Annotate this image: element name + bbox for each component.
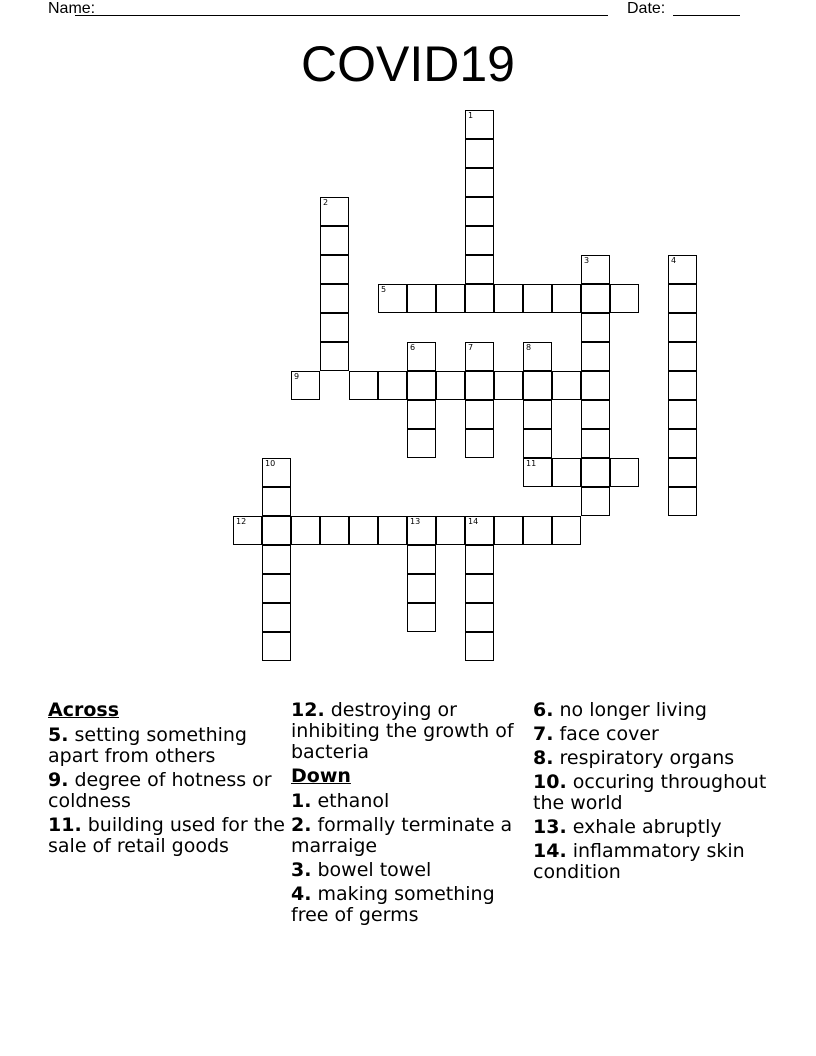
clue-down-7 <box>533 724 773 745</box>
clue-across-12 <box>291 700 531 763</box>
crossword-cell[interactable] <box>291 371 320 400</box>
crossword-cell[interactable] <box>407 603 436 632</box>
cell-number: 7 <box>468 343 474 352</box>
crossword-cell[interactable] <box>523 371 552 400</box>
crossword-cell[interactable] <box>581 255 610 284</box>
crossword-cell[interactable] <box>320 284 349 313</box>
crossword-cell[interactable] <box>668 429 697 458</box>
crossword-cell[interactable] <box>581 371 610 400</box>
crossword-cell[interactable] <box>262 574 291 603</box>
cell-number: 8 <box>526 343 532 352</box>
crossword-cell[interactable] <box>262 516 291 545</box>
crossword-cell[interactable] <box>262 487 291 516</box>
crossword-cell[interactable] <box>320 342 349 371</box>
cell-number: 11 <box>526 459 537 468</box>
clue-text: face cover <box>553 723 659 745</box>
clue-text: destroying or inhibiting the growth of bacteria <box>291 699 514 763</box>
crossword-cell[interactable] <box>494 284 523 313</box>
clue-text: bowel towel <box>311 859 432 881</box>
clue-down-2 <box>291 815 531 857</box>
crossword-cell[interactable] <box>378 284 407 313</box>
clue-across-9 <box>48 770 288 812</box>
crossword-cell[interactable] <box>465 371 494 400</box>
crossword-cell[interactable] <box>407 371 436 400</box>
crossword-cell[interactable] <box>523 400 552 429</box>
clue-text: making something free of germs <box>291 883 495 926</box>
cell-number: 13 <box>410 517 421 526</box>
crossword-cell[interactable] <box>523 429 552 458</box>
puzzle-title: COVID19 <box>301 36 515 92</box>
crossword-cell[interactable] <box>262 458 291 487</box>
crossword-cell[interactable] <box>320 226 349 255</box>
crossword-cell[interactable] <box>465 574 494 603</box>
crossword-cell[interactable] <box>581 487 610 516</box>
crossword-cell[interactable] <box>349 516 378 545</box>
crossword-cell[interactable] <box>465 284 494 313</box>
clue-text: building used for the sale of retail goods <box>48 814 285 857</box>
clue-down-10 <box>533 772 773 814</box>
clue-down-4 <box>291 884 531 926</box>
clue-column-2 <box>291 700 531 929</box>
clue-down-3 <box>291 860 531 881</box>
crossword-cell[interactable] <box>320 313 349 342</box>
crossword-cell[interactable] <box>668 284 697 313</box>
date-label: Date: <box>627 0 666 17</box>
crossword-cell[interactable] <box>465 168 494 197</box>
crossword-cell[interactable] <box>407 400 436 429</box>
cell-number: 10 <box>265 459 276 468</box>
crossword-cell[interactable] <box>668 458 697 487</box>
crossword-cell[interactable] <box>262 545 291 574</box>
crossword-cell[interactable] <box>523 458 552 487</box>
crossword-cell[interactable] <box>552 458 581 487</box>
cell-number: 14 <box>468 517 479 526</box>
clue-across-5 <box>48 725 288 767</box>
crossword-cell[interactable] <box>494 516 523 545</box>
clue-number: 11. <box>48 814 82 836</box>
clue-number: 2. <box>291 814 312 836</box>
clue-number: 10. <box>533 771 567 793</box>
down-heading: Down <box>291 765 351 787</box>
clue-text: formally terminate a marraige <box>291 814 513 857</box>
cell-number: 12 <box>236 517 247 526</box>
crossword-cell[interactable] <box>581 342 610 371</box>
cell-number: 1 <box>468 111 474 120</box>
clue-column-3 <box>533 700 773 886</box>
clue-number: 7. <box>533 723 554 745</box>
crossword-cell[interactable] <box>465 197 494 226</box>
crossword-cell[interactable] <box>233 516 262 545</box>
crossword-cell[interactable] <box>610 284 639 313</box>
clue-number: 5. <box>48 724 69 746</box>
clue-text: setting something apart from others <box>48 724 247 767</box>
crossword-cell[interactable] <box>436 516 465 545</box>
clue-text: exhale abruptly <box>566 816 722 838</box>
across-heading: Across <box>48 699 120 721</box>
crossword-cell[interactable] <box>320 516 349 545</box>
crossword-cell[interactable] <box>494 371 523 400</box>
clue-number: 3. <box>291 859 312 881</box>
clue-text: degree of hotness or coldness <box>48 769 272 812</box>
cell-number: 6 <box>410 343 416 352</box>
crossword-cell[interactable] <box>378 371 407 400</box>
clue-number: 6. <box>533 699 554 721</box>
clue-text: no longer living <box>553 699 707 721</box>
crossword-cell[interactable] <box>465 632 494 661</box>
crossword-cell[interactable] <box>668 255 697 284</box>
crossword-cell[interactable] <box>436 284 465 313</box>
crossword-cell[interactable] <box>262 603 291 632</box>
clue-number: 1. <box>291 790 312 812</box>
name-label: Name: <box>48 0 96 17</box>
cell-number: 9 <box>294 372 300 381</box>
crossword-cell[interactable] <box>465 603 494 632</box>
cell-number: 3 <box>584 256 590 265</box>
crossword-cell[interactable] <box>552 284 581 313</box>
crossword-cell[interactable] <box>581 313 610 342</box>
crossword-cell[interactable] <box>581 284 610 313</box>
clue-number: 12. <box>291 699 325 721</box>
crossword-cell[interactable] <box>668 487 697 516</box>
cell-number: 5 <box>381 285 387 294</box>
clue-number: 4. <box>291 883 312 905</box>
clue-down-8 <box>533 748 773 769</box>
clue-text: occuring throughout the world <box>533 771 767 814</box>
crossword-cell[interactable] <box>465 255 494 284</box>
crossword-cell[interactable] <box>262 632 291 661</box>
crossword-cell[interactable] <box>436 371 465 400</box>
clue-text: inflammatory skin condition <box>533 840 745 883</box>
clue-text: ethanol <box>311 790 390 812</box>
crossword-cell[interactable] <box>668 313 697 342</box>
crossword-cell[interactable] <box>320 197 349 226</box>
clue-number: 9. <box>48 769 69 791</box>
crossword-cell[interactable] <box>320 255 349 284</box>
cell-number: 4 <box>671 256 677 265</box>
crossword-cell[interactable] <box>523 284 552 313</box>
crossword-cell[interactable] <box>465 226 494 255</box>
crossword-cell[interactable] <box>465 545 494 574</box>
crossword-cell[interactable] <box>407 429 436 458</box>
crossword-cell[interactable] <box>407 342 436 371</box>
crossword-cell[interactable] <box>465 139 494 168</box>
clue-number: 13. <box>533 816 567 838</box>
cell-number: 2 <box>323 198 329 207</box>
crossword-cell[interactable] <box>465 400 494 429</box>
clue-down-1 <box>291 791 531 812</box>
crossword-cell[interactable] <box>465 342 494 371</box>
clue-number: 14. <box>533 840 567 862</box>
clue-across-11 <box>48 815 288 857</box>
crossword-cell[interactable] <box>407 574 436 603</box>
crossword-cell[interactable] <box>465 429 494 458</box>
crossword-cell[interactable] <box>407 284 436 313</box>
crossword-cell[interactable] <box>465 516 494 545</box>
crossword-cell[interactable] <box>610 458 639 487</box>
crossword-cell[interactable] <box>581 458 610 487</box>
crossword-cell[interactable] <box>523 342 552 371</box>
crossword-cell[interactable] <box>668 400 697 429</box>
clue-down-6 <box>533 700 773 721</box>
crossword-cell[interactable] <box>523 516 552 545</box>
crossword-cell[interactable] <box>668 371 697 400</box>
crossword-cell[interactable] <box>581 429 610 458</box>
crossword-cell[interactable] <box>291 516 320 545</box>
crossword-cell[interactable] <box>552 516 581 545</box>
clue-down-14 <box>533 841 773 883</box>
crossword-cell[interactable] <box>407 545 436 574</box>
crossword-cell[interactable] <box>465 110 494 139</box>
crossword-cell[interactable] <box>668 342 697 371</box>
crossword-cell[interactable] <box>552 371 581 400</box>
clue-text: respiratory organs <box>553 747 735 769</box>
clue-down-13 <box>533 817 773 838</box>
crossword-cell[interactable] <box>581 400 610 429</box>
crossword-cell[interactable] <box>378 516 407 545</box>
clue-column-1 <box>48 700 288 860</box>
crossword-cell[interactable] <box>407 516 436 545</box>
crossword-cell[interactable] <box>349 371 378 400</box>
clue-number: 8. <box>533 747 554 769</box>
